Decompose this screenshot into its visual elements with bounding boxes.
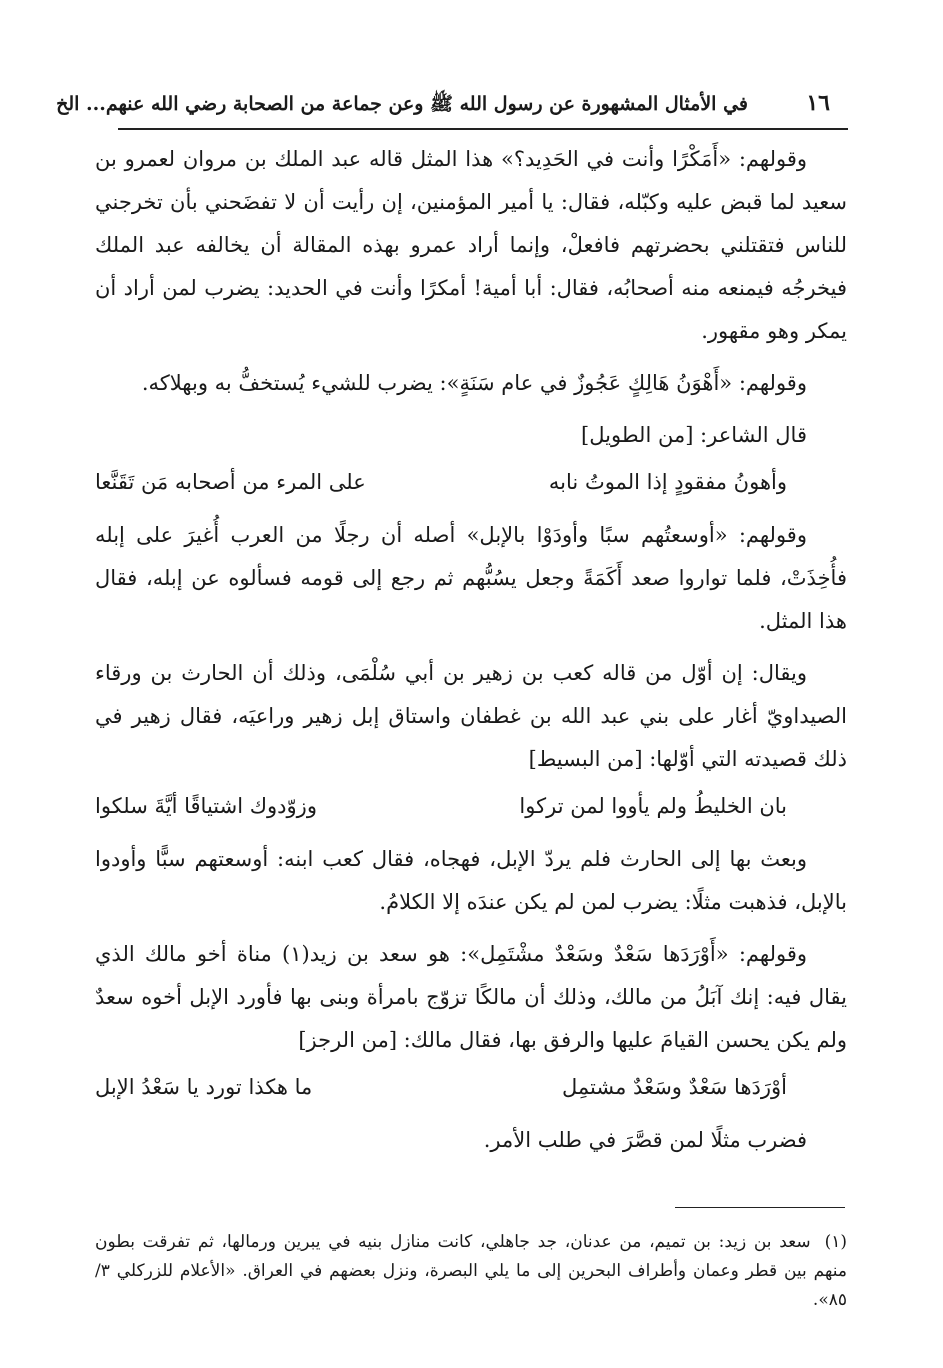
- paragraph-1: وقولهم: «أَمَكْرًا وأنت في الحَدِيد؟» هذا المثل قاله عبد الملك بن مروان لعمرو بن سعيد لما قبض عليه وكبّله، فقال: يا أمير المؤمنين، إن رأيت أن لا تفضَحني بأن تخرجني للناس فتقتلني بحضرتهم فافعلْ، وإنما أراد عمرو بهذه المقالة أن يخالفه عبد الملك فيخرجُه فيمنعه منه أصحابُه، فقال: أبا أمية! أمكرًا وأنت في الحديد: يضرب لمن أراد أن يمكر وهو مقهور.: [95, 147, 847, 343]
- paragraph-4: ويقال: إن أوّل من قاله كعب بن زهير بن أبي سُلْمَى، وذلك أن الحارث بن ورقاء الصيداويّ أغار على بني عبد الله بن غطفان واستاق إبل زهير وراعيَه، فقال زهير في ذلك قصيدته التي أوّلها: [من البسيط]: [95, 661, 847, 771]
- header-rule: [118, 128, 848, 130]
- verse-3-second-hemistich: ما هكذا تورد يا سَعْدُ الإبل: [95, 1075, 313, 1099]
- paragraph-2: وقولهم: «أَهْوَنُ هَالِكٍ عَجُوزٌ في عام سَنَةٍ»: يضرب للشيء يُستخفُّ به وبهلاكه.: [141, 371, 807, 395]
- page-number: ١٦: [806, 90, 830, 116]
- verse-3: [95, 1066, 847, 1109]
- footnote-rule: [675, 1207, 845, 1208]
- verse-2-first-hemistich: بان الخليطُ ولم يأووا لمن تركوا: [519, 794, 787, 818]
- verse-1: [95, 461, 847, 504]
- verse-3-first-hemistich: أوْرَدَها سَعْدٌ وسَعْدٌ مشتمِل: [562, 1075, 787, 1099]
- main-text: [95, 138, 847, 1171]
- verse-1-first-hemistich: وأهونُ مفقودٍ إذا الموتُ نابه: [548, 470, 787, 494]
- poet-intro: قال الشاعر: [من الطويل]: [581, 423, 807, 447]
- footnote-marker: (١): [824, 1232, 847, 1252]
- running-title: في الأمثال المشهورة عن رسول الله ﷺ وعن جماعة من الصحابة رضي الله عنهم... الخ: [56, 93, 748, 115]
- paragraph-6: وقولهم: «أَوْرَدَها سَعْدٌ وسَعْدٌ مشْتَمِل»: هو سعد بن زيد(١) مناة أخو مالك الذي يقال فيه: إنك آبَلُ من مالك، وذلك أن مالكًا تزوّج بامرأة وبنى بها فأورد الإبل أخوه سعدٌ ولم يكن يحسن القيامَ عليها والرفق بها، فقال مالك: [من الرجز]: [95, 942, 847, 1052]
- verse-2: [95, 785, 847, 828]
- footnote-text: سعد بن زيد: بن تميم، من عدنان، جد جاهلي، كانت منازل بنيه في يبرين ورمالها، ثم تفرقت بطون منهم بين قطر وعمان وأطراف البحرين إلى ما يلي البصرة، ونزل بعضهم في العراق. «الأعلام للزركلي ٣/ ٨٥».: [95, 1232, 847, 1310]
- footnote: [95, 1228, 847, 1315]
- verse-1-second-hemistich: على المرء من أصحابه مَن تَقَنَّعا: [95, 470, 366, 494]
- paragraph-5: وبعث بها إلى الحارث فلم يردّ الإبل، فهجاه، فقال كعب ابنه: أوسعتهم سبًّا وأودوا بالإبل، فذهبت مثلًا: يضرب لمن لم يكن عندَه إلا الكلامُ.: [95, 847, 847, 914]
- running-header: [56, 88, 830, 124]
- paragraph-7: فضرب مثلًا لمن قصَّرَ في طلب الأمر.: [483, 1128, 807, 1152]
- paragraph-3: وقولهم: «أوسعتُهم سبًا وأودَوْا بالإبل» أصله أن رجلًا من العرب أُغيرَ على إبله فأُخِذَتْ، فلما تواروا صعد أَكَمَةً وجعل يسُبُّهم ثم رجع إلى قومه فسألوه عن إبله، فقال هذا المثل.: [95, 523, 847, 633]
- verse-2-second-hemistich: وزوّدوك اشتياقًا أيَّةَ سلكوا: [95, 794, 317, 818]
